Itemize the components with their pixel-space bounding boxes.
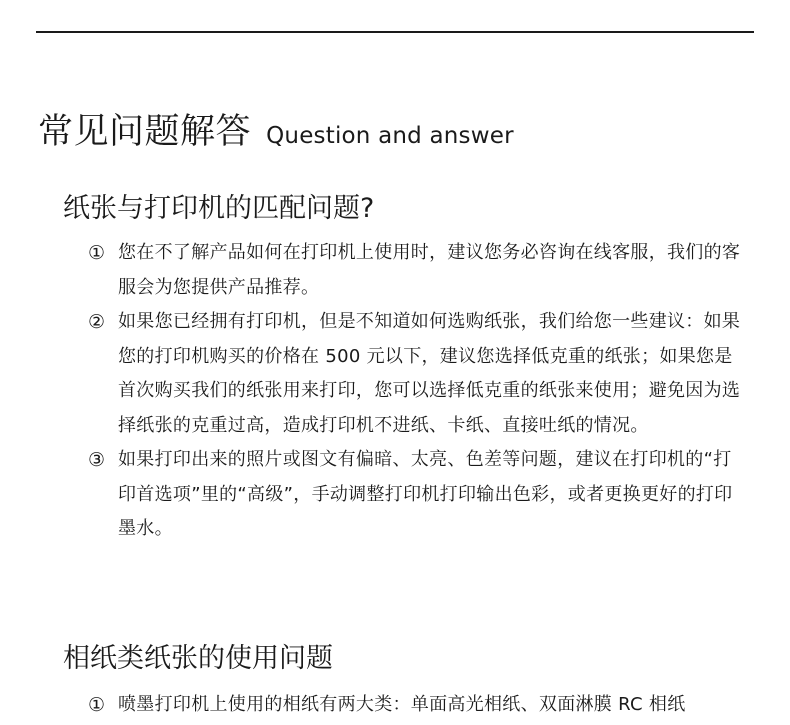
top-divider — [36, 31, 754, 33]
item-text: 喷墨打印机上使用的相纸有两大类：单面高光相纸、双面淋膜 RC 相纸 — [118, 694, 686, 715]
section-heading-photo-paper: 相纸类纸张的使用问题 — [63, 643, 333, 674]
list-item — [88, 443, 748, 547]
list-item — [88, 236, 748, 305]
list-item — [88, 305, 748, 443]
section-heading-printer-matching: 纸张与打印机的匹配问题? — [63, 193, 375, 224]
item-text: 如果您已经拥有打印机，但是不知道如何选购纸张，我们给您一些建议：如果您的打印机购买的价格在 500 元以下，建议您选择低克重的纸张；如果您是首次购买我们的纸张用来打印，您可以选择低克重的纸张来使用；避免因为选择纸张的克重过高，造成打印机不进纸、卡纸、直接吐纸的情况。 — [118, 311, 741, 436]
item-number: ① — [88, 242, 106, 264]
qa-list-printer-matching — [88, 236, 748, 547]
list-item — [88, 688, 748, 723]
qa-list-photo-paper — [88, 688, 748, 723]
item-number: ① — [88, 694, 106, 716]
item-number: ② — [88, 311, 106, 333]
page-title: 常见问题解答 — [38, 112, 252, 152]
item-text: 如果打印出来的照片或图文有偏暗、太亮、色差等问题，建议在打印机的“打印首选项”里的“高级”，手动调整打印机打印输出色彩，或者更换更好的打印墨水。 — [118, 449, 733, 539]
page-subtitle-english: Question and answer — [266, 123, 514, 149]
item-number: ③ — [88, 449, 106, 471]
item-text: 您在不了解产品如何在打印机上使用时，建议您务必咨询在线客服，我们的客服会为您提供产品推荐。 — [118, 242, 741, 298]
page-header — [38, 104, 514, 154]
